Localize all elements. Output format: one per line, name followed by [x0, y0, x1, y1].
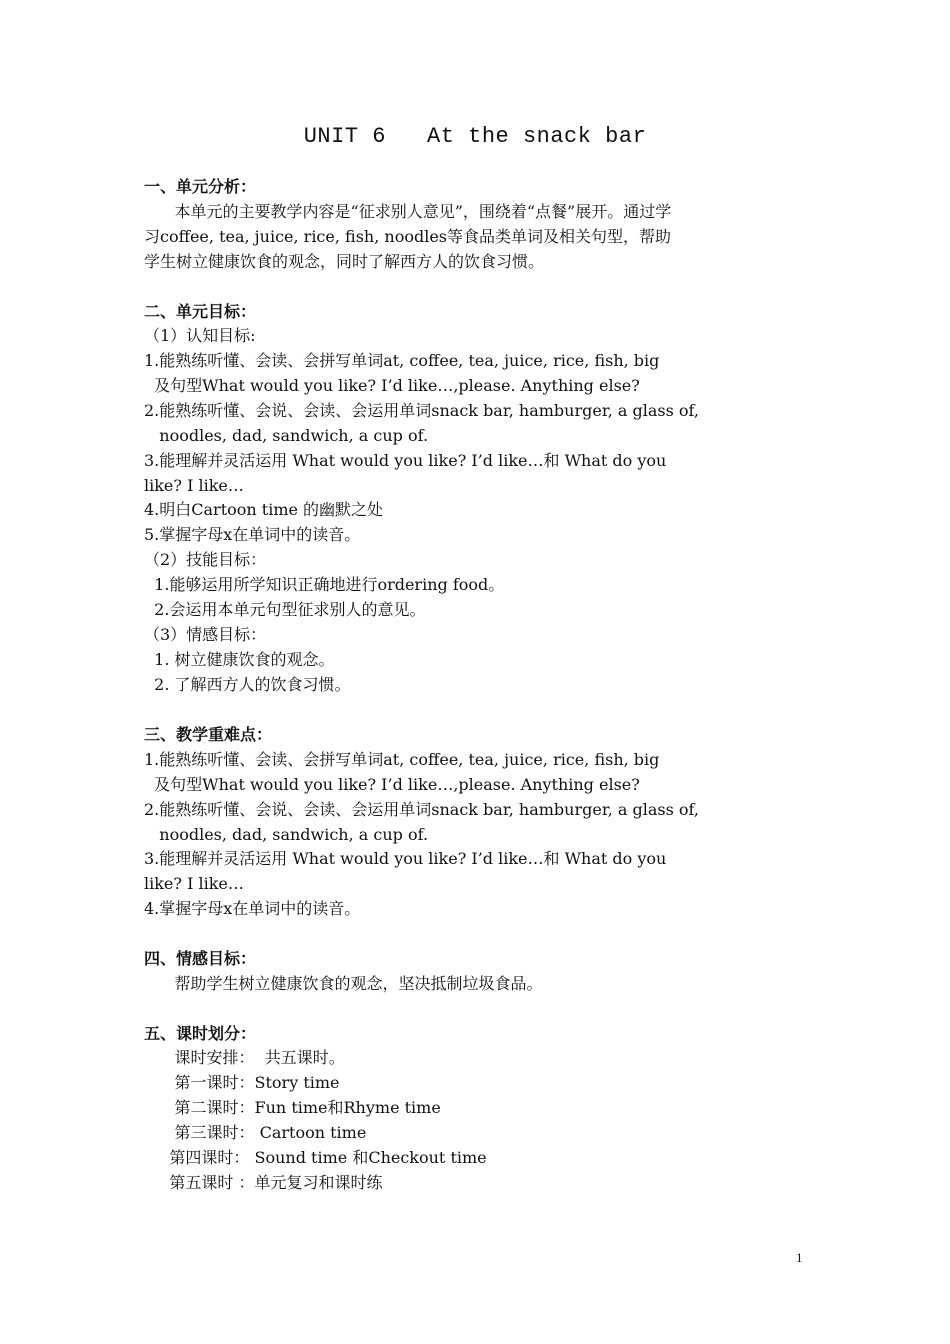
section-heading-schedule: 五、课时划分：	[144, 1024, 257, 1043]
subheading: （3）情感目标：	[144, 625, 267, 644]
list-item: 4.掌握字母x在单词中的读音。	[144, 899, 361, 918]
list-item: 2.能熟练听懂、会说、会读、会运用单词snack bar, hamburger, a glass of,	[144, 401, 699, 420]
list-item-continued: noodles, dad, sandwich, a cup of.	[144, 825, 429, 844]
paragraph-line: 本单元的主要教学内容是“征求别人意见”，围绕着“点餐”展开。通过学	[144, 202, 672, 221]
list-item: 1.能熟练听懂、会读、会拼写单词at, coffee, tea, juice, rice, fish, big	[144, 351, 660, 370]
subheading: （1）认知目标:	[144, 326, 256, 345]
section-heading-analysis: 一、单元分析：	[144, 177, 257, 196]
schedule-line: 第四课时： Sound time 和Checkout time	[144, 1148, 487, 1167]
list-item: 1. 树立健康饮食的观念。	[144, 650, 335, 669]
list-item-continued: 及句型What would you like? I’d like…,please. Anything else?	[144, 775, 640, 794]
document-title: UNIT 6 At the snack bar	[303, 124, 647, 149]
list-item: 1.能熟练听懂、会读、会拼写单词at, coffee, tea, juice, rice, fish, big	[144, 750, 660, 769]
schedule-line: 第五课时 ：单元复习和课时练	[144, 1173, 383, 1192]
list-item: 2. 了解西方人的饮食习惯。	[144, 675, 351, 694]
schedule-line: 课时安排： 共五课时。	[144, 1048, 345, 1067]
list-item-continued: noodles, dad, sandwich, a cup of.	[144, 426, 429, 445]
list-item: 3.能理解并灵活运用 What would you like? I’d like…和 What do you	[144, 451, 667, 470]
paragraph-line: 学生树立健康饮食的观念，同时了解西方人的饮食习惯。	[144, 252, 545, 271]
subheading: （2）技能目标：	[144, 550, 267, 569]
list-item-continued: 及句型What would you like? I’d like…,please. Anything else?	[144, 376, 640, 395]
page-number: 1	[796, 1250, 803, 1265]
schedule-line: 第三课时： Cartoon time	[144, 1123, 367, 1142]
section-heading-key-points: 三、教学重难点：	[144, 725, 273, 744]
list-item: 2.会运用本单元句型征求别人的意见。	[144, 600, 426, 619]
schedule-line: 第一课时：Story time	[144, 1073, 340, 1092]
list-item: 2.能熟练听懂、会说、会读、会运用单词snack bar, hamburger, a glass of,	[144, 800, 699, 819]
paragraph-line: 帮助学生树立健康饮食的观念，坚决抵制垃圾食品。	[144, 974, 543, 993]
list-item: 1.能够运用所学知识正确地进行ordering food。	[144, 575, 505, 594]
schedule-line: 第二课时：Fun time和Rhyme time	[144, 1098, 441, 1117]
section-heading-emotion: 四、情感目标：	[144, 949, 257, 968]
list-item: 4.明白Cartoon time 的幽默之处	[144, 500, 384, 519]
list-item-continued: like? I like…	[144, 476, 244, 495]
list-item-continued: like? I like…	[144, 874, 244, 893]
list-item: 3.能理解并灵活运用 What would you like? I’d like…和 What do you	[144, 849, 667, 868]
list-item: 5.掌握字母x在单词中的读音。	[144, 525, 361, 544]
paragraph-line: 习coffee, tea, juice, rice, fish, noodles等食品类单词及相关句型，帮助	[144, 227, 672, 246]
section-heading-objectives: 二、单元目标：	[144, 302, 257, 321]
